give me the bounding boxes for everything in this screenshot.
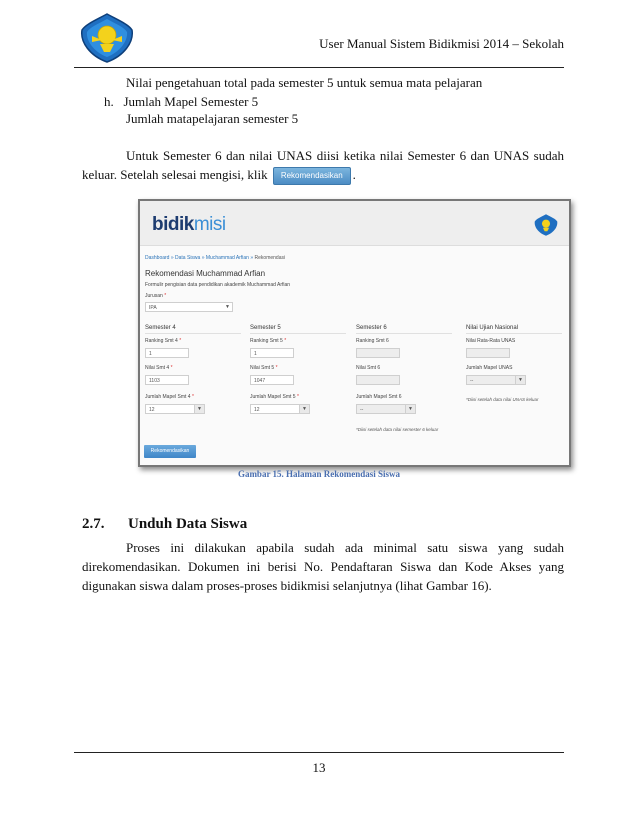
chevron-down-icon: ▼ [299, 405, 309, 413]
page-number: 13 [312, 760, 326, 775]
body-paragraph-b-text: keluar. Setelah selesai mengisi, klik [82, 167, 268, 182]
field-label: Nilai Smt 6 [356, 365, 381, 371]
page-title: Rekomendasi Muchammad Arfian [145, 269, 266, 278]
field-label: Ranking Smt 5 * [250, 338, 287, 344]
nilai-rata-unas-input [466, 348, 510, 358]
jumlah-mapel-unas-select: -- ▼ [466, 375, 526, 385]
body-line-3: Jumlah matapelajaran semester 5 [126, 111, 299, 126]
body-line-1: Nilai pengetahuan total pada semester 5 untuk semua mata pelajaran [126, 75, 483, 90]
jumlah-mapel-smt6-select: -- ▼ [356, 404, 416, 414]
embedded-screenshot [138, 199, 571, 467]
field-label: Nilai Smt 4 * [145, 365, 173, 371]
body-paragraph-b [82, 165, 356, 185]
tut-wuri-handayani-logo-icon [78, 12, 136, 64]
chevron-down-icon: ▼ [515, 376, 525, 384]
ranking-smt4-input[interactable]: 1 [145, 348, 189, 358]
header-divider [74, 67, 564, 68]
section-number: 2.7. [82, 516, 105, 532]
divider [145, 333, 241, 334]
breadcrumb: Dashboard » Data Siswa » Muchammad Arfian » Rekomendasi [145, 255, 286, 261]
chevron-down-icon: ▼ [405, 405, 415, 413]
nilai-smt4-input[interactable]: 1103 [145, 375, 189, 385]
section-paragraph-line-3: digunakan siswa dalam proses-proses bidikmisi selanjutnya (lihat Gambar 16). [82, 578, 492, 593]
body-paragraph-b-end: . [352, 167, 356, 182]
breadcrumb-item[interactable]: Muchammad Arfian [205, 255, 249, 261]
breadcrumb-item[interactable]: Dashboard [145, 255, 170, 261]
brand-logo-text: bidikmisi [152, 214, 226, 235]
jurusan-label: Jurusan * [145, 293, 167, 299]
divider [250, 333, 346, 334]
ranking-smt6-input [356, 348, 400, 358]
column-heading: Nilai Ujian Nasional [466, 325, 519, 331]
chevron-down-icon: ▼ [225, 304, 230, 310]
semester6-note: *Diisi setelah data nilai semester 6 keluar [356, 427, 439, 432]
divider [466, 333, 562, 334]
section-paragraph-line-1: Proses ini dilakukan apabila sudah ada minimal satu siswa yang sudah [126, 540, 564, 555]
breadcrumb-item[interactable]: Data Siswa [175, 255, 201, 261]
inline-rekomendasikan-button-image: Rekomendasikan [273, 167, 351, 185]
section-title: Unduh Data Siswa [128, 516, 248, 532]
column-heading: Semester 4 [145, 325, 176, 331]
page-description: Formulir pengisian data pendidikan akademik Muchammad Arfian [145, 282, 291, 288]
field-label: Nilai Rata-Rata UNAS [466, 338, 516, 344]
jurusan-select[interactable]: IPA ▼ [145, 302, 233, 312]
header-title: User Manual Sistem Bidikmisi 2014 – Sekolah [319, 36, 564, 51]
column-heading: Semester 6 [356, 325, 387, 331]
column-heading: Semester 5 [250, 325, 281, 331]
field-label: Jumlah Mapel UNAS [466, 365, 513, 371]
section-paragraph-line-2: direkomendasikan. Dokumen ini berisi No. Pendaftaran Siswa dan Kode Akses yang [82, 559, 564, 574]
footer-divider [74, 752, 564, 753]
rekomendasikan-button[interactable]: Rekomendasikan [144, 445, 196, 458]
list-marker: h. [104, 94, 114, 109]
nilai-smt5-input[interactable]: 1047 [250, 375, 294, 385]
nilai-smt6-input [356, 375, 400, 385]
body-paragraph-a: Untuk Semester 6 dan nilai UNAS diisi ketika nilai Semester 6 dan UNAS sudah [126, 148, 564, 163]
field-label: Jumlah Mapel Smt 6 [356, 394, 402, 400]
chevron-down-icon: ▼ [194, 405, 204, 413]
unas-note: *Diisi setelah data nilai UNAS keluar [466, 397, 539, 402]
field-label: Jumlah Mapel Smt 5 * [250, 394, 299, 400]
field-label: Ranking Smt 6 [356, 338, 389, 344]
divider [356, 333, 452, 334]
figure-caption: Gambar 15. Halaman Rekomendasi Siswa [237, 469, 401, 479]
field-label: Jumlah Mapel Smt 4 * [145, 394, 194, 400]
jumlah-mapel-smt4-select[interactable]: 12 ▼ [145, 404, 205, 414]
jumlah-mapel-smt5-select[interactable]: 12 ▼ [250, 404, 310, 414]
list-item-text: Jumlah Mapel Semester 5 [123, 94, 259, 109]
field-label: Nilai Smt 5 * [250, 365, 278, 371]
tut-wuri-handayani-logo-icon [533, 213, 559, 237]
ranking-smt5-input[interactable]: 1 [250, 348, 294, 358]
field-label: Ranking Smt 4 * [145, 338, 182, 344]
app-header-bar [140, 201, 569, 246]
breadcrumb-current: Rekomendasi [254, 255, 286, 261]
